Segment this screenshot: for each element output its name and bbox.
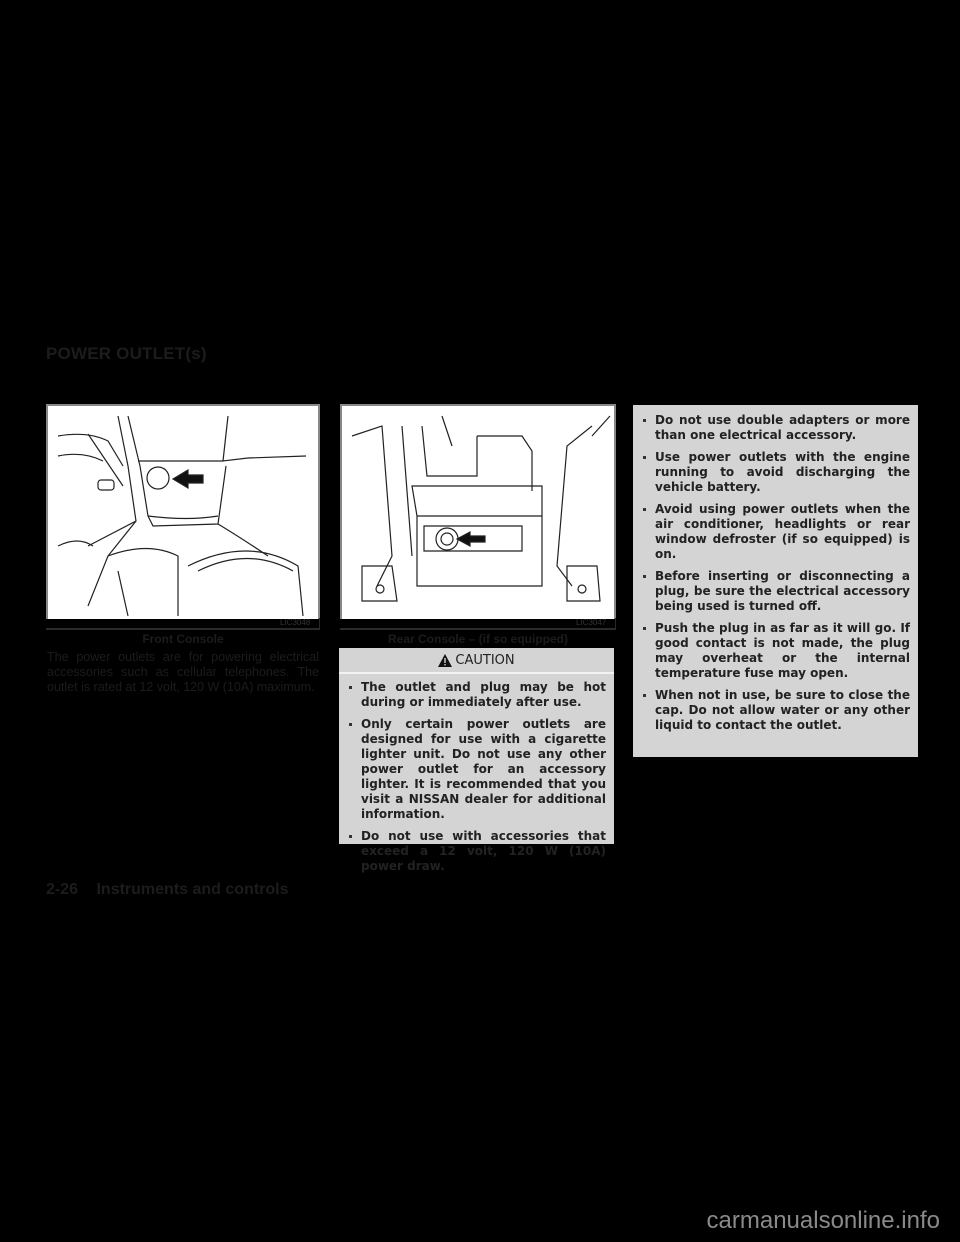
- caution-item: Do not use double adapters or more than one electrical accessory.: [642, 413, 910, 443]
- rear-console-illustration: [340, 404, 616, 619]
- figure-code: LIC3047: [576, 618, 607, 627]
- warning-triangle-icon: [438, 654, 452, 667]
- chapter-title: Instruments and controls: [96, 881, 289, 898]
- body-paragraph: The power outlets are for powering electrical accessories such as cellular telephones. The outlet is rated at 12 volt, 120 W (10A) maximum.: [47, 650, 319, 694]
- caution-box-continued: [633, 405, 918, 757]
- caution-item: Push the plug in as far as it will go. If good contact is not made, the plug may overheat or the internal temperature fuse may open.: [642, 621, 910, 681]
- watermark-link[interactable]: carmanualsonline.info: [706, 1207, 940, 1234]
- caution-list-continued: [633, 405, 918, 733]
- caution-item: When not in use, be sure to close the cap. Do not allow water or any other liquid to contact the outlet.: [642, 688, 910, 733]
- caution-item: Use power outlets with the engine running to avoid discharging the vehicle battery.: [642, 450, 910, 495]
- caution-list: [339, 674, 614, 874]
- figure-caption: Rear Console – (if so equipped): [387, 632, 569, 646]
- caution-item: Avoid using power outlets when the air conditioner, headlights or rear window defroster (if so equipped) is on.: [642, 502, 910, 562]
- figure-caption: Front Console: [142, 632, 224, 646]
- caution-item: Only certain power outlets are designed for use with a cigarette lighter unit. Do not use any other power outlet for an accessory lighter. It is recommended that you visit a NISSAN dealer for additional information.: [348, 717, 606, 822]
- figure-rule: [340, 628, 616, 630]
- caution-item: Do not use with accessories that exceed a 12 volt, 120 W (10A) power draw.: [348, 829, 606, 874]
- page-number: 2-26: [46, 881, 79, 898]
- section-title: POWER OUTLET(s): [46, 344, 207, 363]
- figure-tick: [615, 618, 616, 630]
- figure-tick: [319, 618, 320, 630]
- page-footer: [46, 881, 289, 899]
- caution-header: [339, 648, 614, 674]
- front-console-illustration: [46, 404, 320, 619]
- caution-item: The outlet and plug may be hot during or immediately after use.: [348, 680, 606, 710]
- caution-item: Before inserting or disconnecting a plug, be sure the electrical accessory being used is turned off.: [642, 569, 910, 614]
- figure-rule: [46, 628, 320, 630]
- caution-box: [339, 648, 614, 873]
- caution-heading: CAUTION: [455, 652, 515, 668]
- figure-code: LIC3048: [280, 618, 311, 627]
